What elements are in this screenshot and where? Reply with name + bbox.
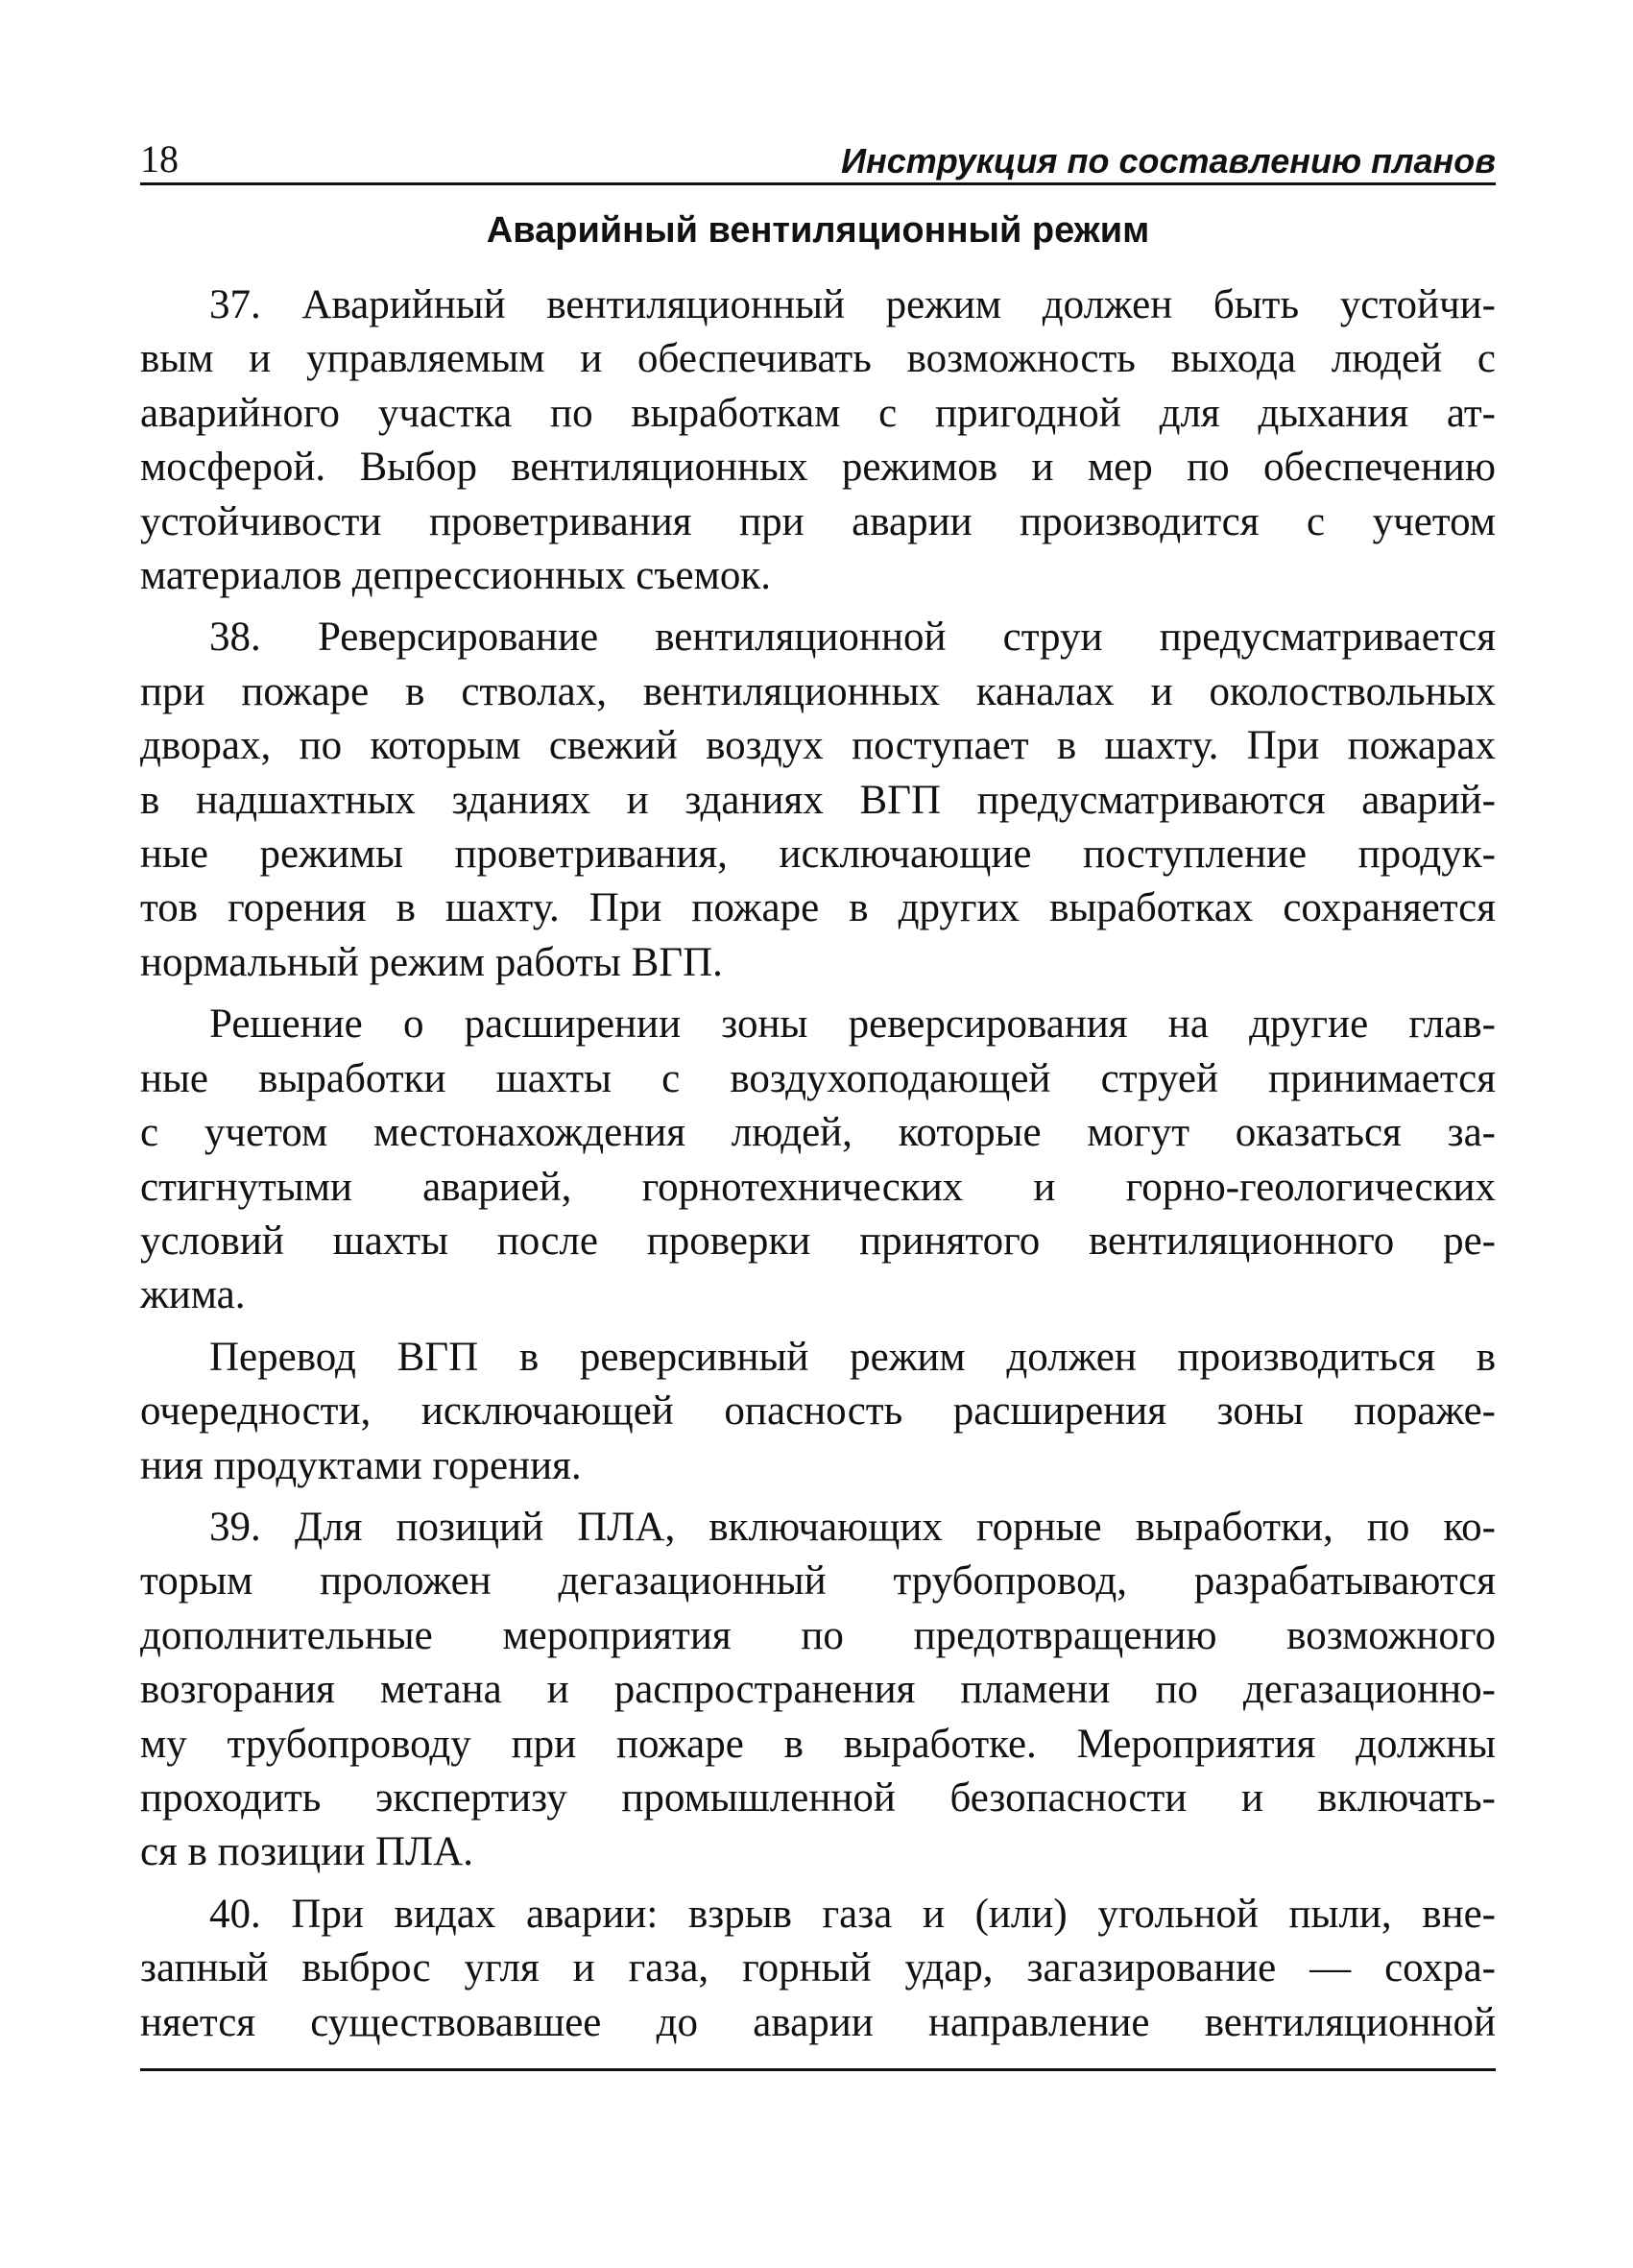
text-line: условий шахты после проверки принятого вентиляционного ре- — [140, 1218, 1496, 1264]
paragraph-40 — [140, 1888, 1496, 2050]
text-line: устойчивости проветривания при аварии производится с учетом — [140, 498, 1496, 544]
text-line: торым проложен дегазационный трубопровод, разрабатываются — [140, 1558, 1496, 1604]
paragraph-reversing-zone — [140, 998, 1496, 1322]
text-line: вым и управляемым и обеспечивать возможность выхода людей с — [140, 336, 1496, 382]
text-line: му трубопроводу при пожаре в выработке. Мероприятия должны — [140, 1721, 1496, 1767]
text-line: 40. При видах аварии: взрыв газа и (или) угольной пыли, вне- — [209, 1891, 1496, 1937]
text-line: Перевод ВГП в реверсивный режим должен производиться в — [209, 1334, 1496, 1380]
text-line: с учетом местонахождения людей, которые могут оказаться за- — [140, 1110, 1496, 1156]
text-line: 38. Реверсирование вентиляционной струи предусматривается — [209, 615, 1496, 661]
text-line: возгорания метана и распространения пламени по дегазационно- — [140, 1667, 1496, 1713]
page-number: 18 — [140, 137, 179, 181]
text-line: очередности, исключающей опасность расширения зоны пораже- — [140, 1388, 1496, 1435]
running-header — [140, 133, 1496, 185]
footer-rule — [140, 2068, 1496, 2071]
text-line: ния продуктами горения. — [140, 1442, 582, 1488]
paragraph-38 — [140, 611, 1496, 990]
text-line: ся в позиции ПЛА. — [140, 1829, 473, 1875]
section-title: Аварийный вентиляционный режим — [486, 210, 1150, 251]
text-line: запный выброс угля и газа, горный удар, загазирование — сохра- — [140, 1945, 1496, 1991]
body-text — [140, 278, 1496, 2058]
text-line: жима. — [140, 1272, 246, 1318]
text-line: тов горения в шахту. При пожаре в других выработках сохраняется — [140, 885, 1496, 931]
running-title: Инструкция по составлению планов — [841, 141, 1496, 181]
paragraph-vgp-transfer — [140, 1331, 1496, 1493]
text-line: при пожаре в стволах, вентиляционных каналах и околоствольных — [140, 668, 1496, 714]
text-line: няется существовавшее до аварии направление вентиляционной — [140, 1999, 1496, 2045]
text-line: в надшахтных зданиях и зданиях ВГП предусматриваются аварий- — [140, 777, 1496, 823]
text-line: Решение о расширении зоны реверсирования на другие глав- — [209, 1001, 1496, 1048]
text-line: стигнутыми аварией, горнотехнических и горно-геологических — [140, 1164, 1496, 1210]
paragraph-39 — [140, 1501, 1496, 1880]
paragraph-37 — [140, 278, 1496, 603]
text-line: дополнительные мероприятия по предотвращению возможного — [140, 1612, 1496, 1658]
text-line: ные выработки шахты с воздухоподающей струей принимается — [140, 1055, 1496, 1101]
text-line: ные режимы проветривания, исключающие поступление продук- — [140, 832, 1496, 878]
text-line: проходить экспертизу промышленной безопасности и включать- — [140, 1774, 1496, 1821]
text-line: мосферой. Выбор вентиляционных режимов и мер по обеспечению — [140, 445, 1496, 491]
text-line: дворах, по которым свежий воздух поступает в шахту. При пожарах — [140, 723, 1496, 769]
text-line: аварийного участка по выработкам с пригодной для дыхания ат- — [140, 390, 1496, 436]
text-line: нормальный режим работы ВГП. — [140, 939, 723, 985]
text-line: 37. Аварийный вентиляционный режим должен быть устойчи- — [209, 282, 1496, 327]
text-line: материалов депрессионных съемок. — [140, 553, 771, 599]
text-line: 39. Для позиций ПЛА, включающих горные выработки, по ко- — [209, 1504, 1496, 1550]
